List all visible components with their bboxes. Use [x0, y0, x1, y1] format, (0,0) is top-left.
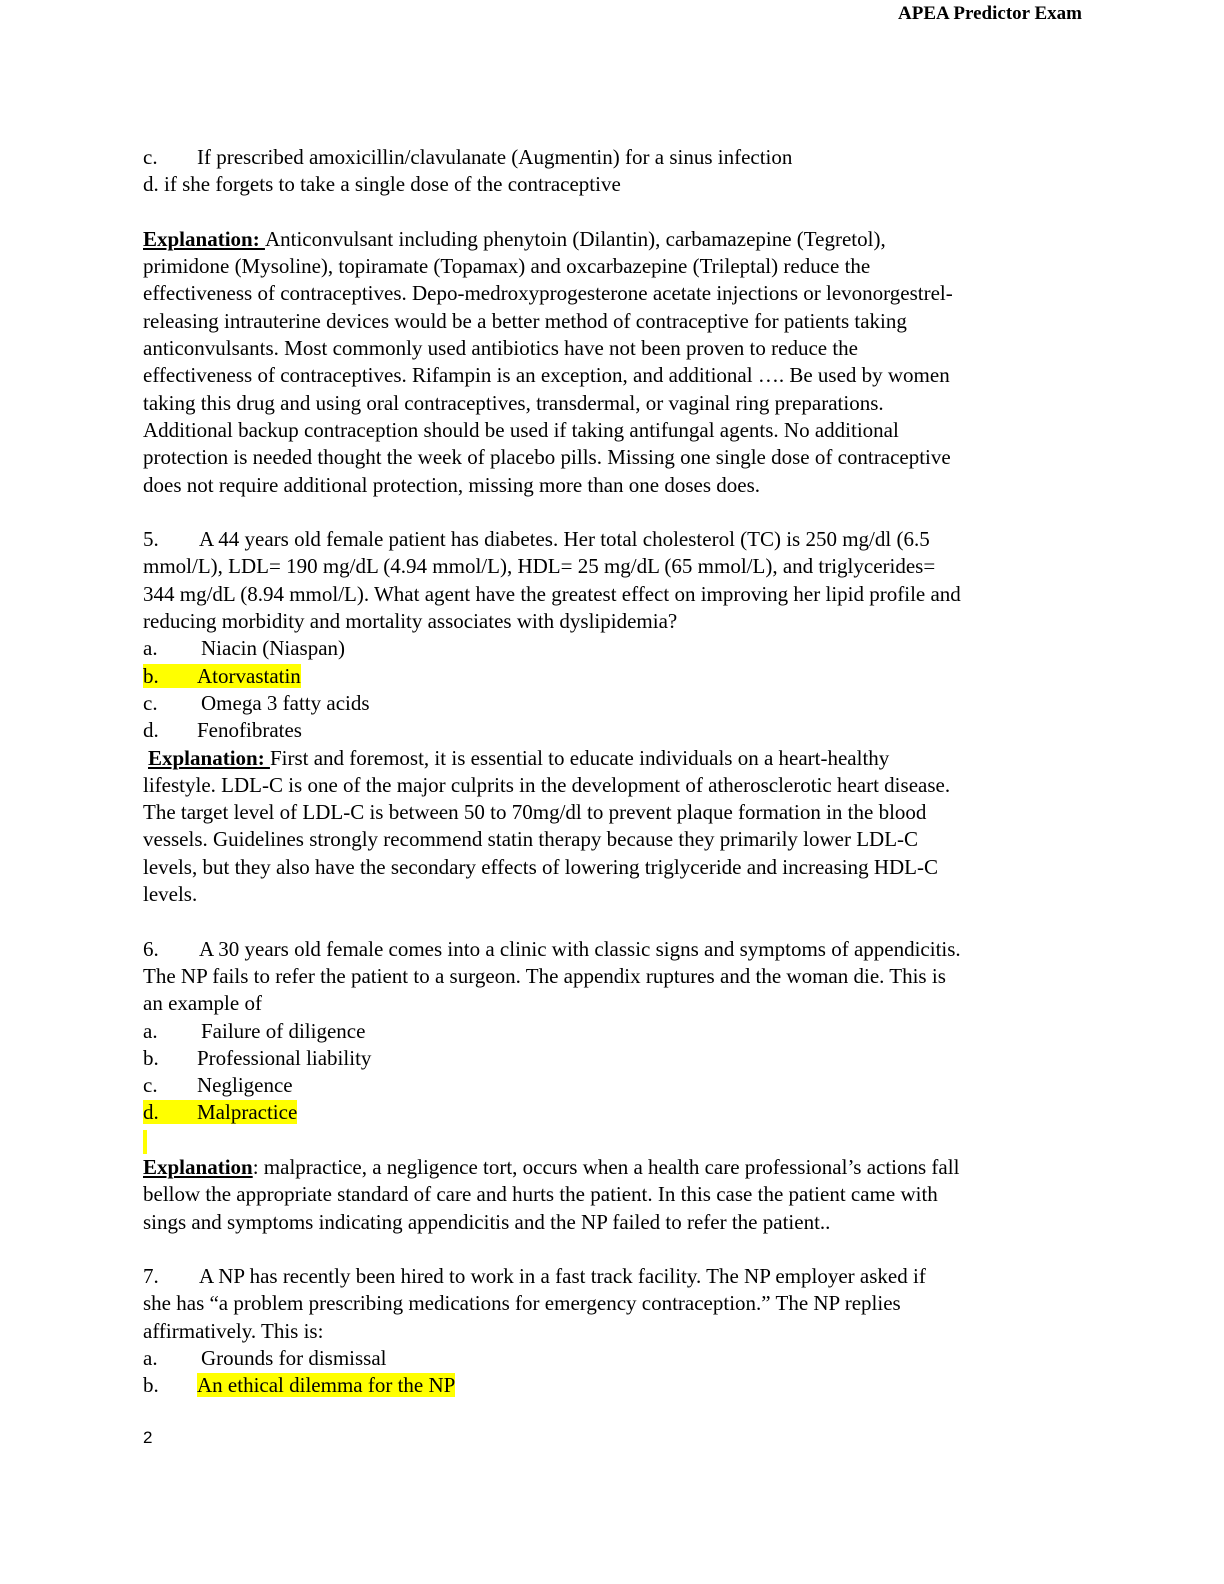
option-letter: c. — [143, 1073, 158, 1098]
question-5 — [143, 526, 1075, 908]
highlight-marker — [143, 1130, 147, 1154]
question-number: 7. — [143, 1264, 159, 1289]
option-letter: c. — [143, 145, 158, 169]
explanation-line: bellow the appropriate standard of care and hurts the patient. In this case the patient came with — [143, 1182, 938, 1207]
prev-option-c — [143, 144, 1075, 171]
option-text: Malpractice — [197, 1100, 298, 1125]
option-b-correct — [143, 1372, 1075, 1399]
question-number: 5. — [143, 527, 159, 552]
option-a — [143, 635, 1075, 662]
option-letter: a. — [143, 1018, 158, 1043]
option-text: Failure of diligence — [201, 1018, 366, 1043]
explanation-line: protection is needed thought the week of placebo pills. Missing one single dose of contraceptive — [143, 445, 951, 470]
option-text: Professional liability — [197, 1045, 372, 1070]
option-text: Omega 3 fatty acids — [201, 690, 370, 715]
question-7 — [143, 1263, 1075, 1399]
explanation-line: anticonvulsants. Most commonly used antibiotics have not been proven to reduce the — [143, 336, 859, 361]
question-text: mmol/L), LDL= 190 mg/dL (4.94 mmol/L), HDL= 25 mg/dL (65 mmol/L), and triglycerides= — [143, 554, 936, 579]
page-content — [143, 144, 1075, 1400]
explanation-line: First and foremost, it is essential to educate individuals on a heart-healthy — [269, 745, 890, 770]
explanation-line: effectiveness of contraceptives. Depo-medroxyprogesterone acetate injections or levonorgestrel- — [143, 281, 953, 306]
explanation-line: sings and symptoms indicating appendicitis and the NP failed to refer the patient.. — [143, 1209, 831, 1234]
question-text: A NP has recently been hired to work in a fast track facility. The NP employer asked if — [199, 1264, 926, 1289]
option-text: Negligence — [197, 1073, 293, 1098]
option-d-correct — [143, 1099, 1075, 1126]
option-text: An ethical dilemma for the NP — [197, 1373, 456, 1398]
question-text: A 30 years old female comes into a clinic with classic signs and symptoms of appendicitis. — [199, 936, 961, 961]
question-text: reducing morbidity and mortality associates with dyslipidemia? — [143, 609, 678, 634]
explanation-line: levels. — [143, 882, 198, 907]
running-header: APEA Predictor Exam — [898, 3, 1082, 24]
question-6 — [143, 936, 1075, 1236]
question-text: affirmatively. This is: — [143, 1318, 324, 1343]
question-text: she has “a problem prescribing medications for emergency contraception.” The NP replies — [143, 1291, 901, 1316]
option-a — [143, 1345, 1075, 1372]
option-text: Atorvastatin — [197, 663, 301, 688]
question-text: an example of — [143, 991, 262, 1016]
question-text: A 44 years old female patient has diabetes. Her total cholesterol (TC) is 250 mg/dl (6.5 — [199, 527, 930, 552]
option-letter: a. — [143, 636, 158, 661]
explanation-line: Additional backup contraception should be used if taking antifungal agents. No additional — [143, 417, 899, 442]
option-letter: d. — [143, 1100, 159, 1125]
option-b — [143, 1045, 1075, 1072]
explanation-line: effectiveness of contraceptives. Rifampin is an exception, and additional …. Be used by women — [143, 363, 950, 388]
option-text: Fenofibrates — [197, 718, 302, 743]
question-number: 6. — [143, 936, 159, 961]
explanation-line: lifestyle. LDL-C is one of the major culprits in the development of atherosclerotic heart disease. — [143, 772, 951, 797]
option-letter: d. — [143, 718, 159, 743]
option-letter: a. — [143, 1346, 158, 1371]
explanation-line: taking this drug and using oral contraceptives, transdermal, or vaginal ring preparations. — [143, 390, 884, 415]
option-letter: b. — [143, 1045, 159, 1070]
explanation-line: primidone (Mysoline), topiramate (Topamax) and oxcarbazepine (Trileptal) reduce the — [143, 254, 871, 279]
explanation-line: levels, but they also have the secondary effects of lowering triglyceride and increasing HDL-C — [143, 854, 939, 879]
option-text: If prescribed amoxicillin/clavulanate (Augmentin) for a sinus infection — [197, 145, 793, 169]
option-letter: b. — [143, 1373, 159, 1398]
question-text: 344 mg/dL (8.94 mmol/L). What agent have the greatest effect on improving her lipid profile and — [143, 581, 961, 606]
explanation-line: The target level of LDL-C is between 50 to 70mg/dl to prevent plaque formation in the blood — [143, 800, 927, 825]
highlight-marker-row — [143, 1127, 1075, 1154]
option-c — [143, 690, 1075, 717]
prev-explanation — [143, 226, 1075, 499]
explanation-label: Explanation: — [143, 226, 265, 251]
explanation-label: Explanation — [143, 1154, 253, 1179]
explanation-line: releasing intrauterine devices would be a better method of contraceptive for patients taking — [143, 308, 907, 333]
option-letter: b. — [143, 663, 159, 688]
option-a — [143, 1018, 1075, 1045]
explanation-line: Anticonvulsant including phenytoin (Dilantin), carbamazepine (Tegretol), — [264, 226, 886, 251]
option-letter: c. — [143, 690, 158, 715]
option-d — [143, 717, 1075, 744]
option-text: Grounds for dismissal — [201, 1346, 387, 1371]
option-c — [143, 1072, 1075, 1099]
explanation-line: : malpractice, a negligence tort, occurs when a health care professional’s actions fall — [252, 1154, 960, 1179]
explanation-line: vessels. Guidelines strongly recommend statin therapy because they primarily lower LDL-C — [143, 827, 919, 852]
explanation-label: Explanation: — [148, 745, 270, 770]
option-text: Niacin (Niaspan) — [201, 636, 346, 661]
option-b-correct — [143, 663, 1075, 690]
page-number: 2 — [143, 1428, 153, 1447]
prev-option-d: d. if she forgets to take a single dose of the contraceptive — [143, 172, 621, 197]
question-text: The NP fails to refer the patient to a surgeon. The appendix ruptures and the woman die. This is — [143, 963, 946, 988]
explanation-line: does not require additional protection, missing more than one doses does. — [143, 472, 761, 497]
